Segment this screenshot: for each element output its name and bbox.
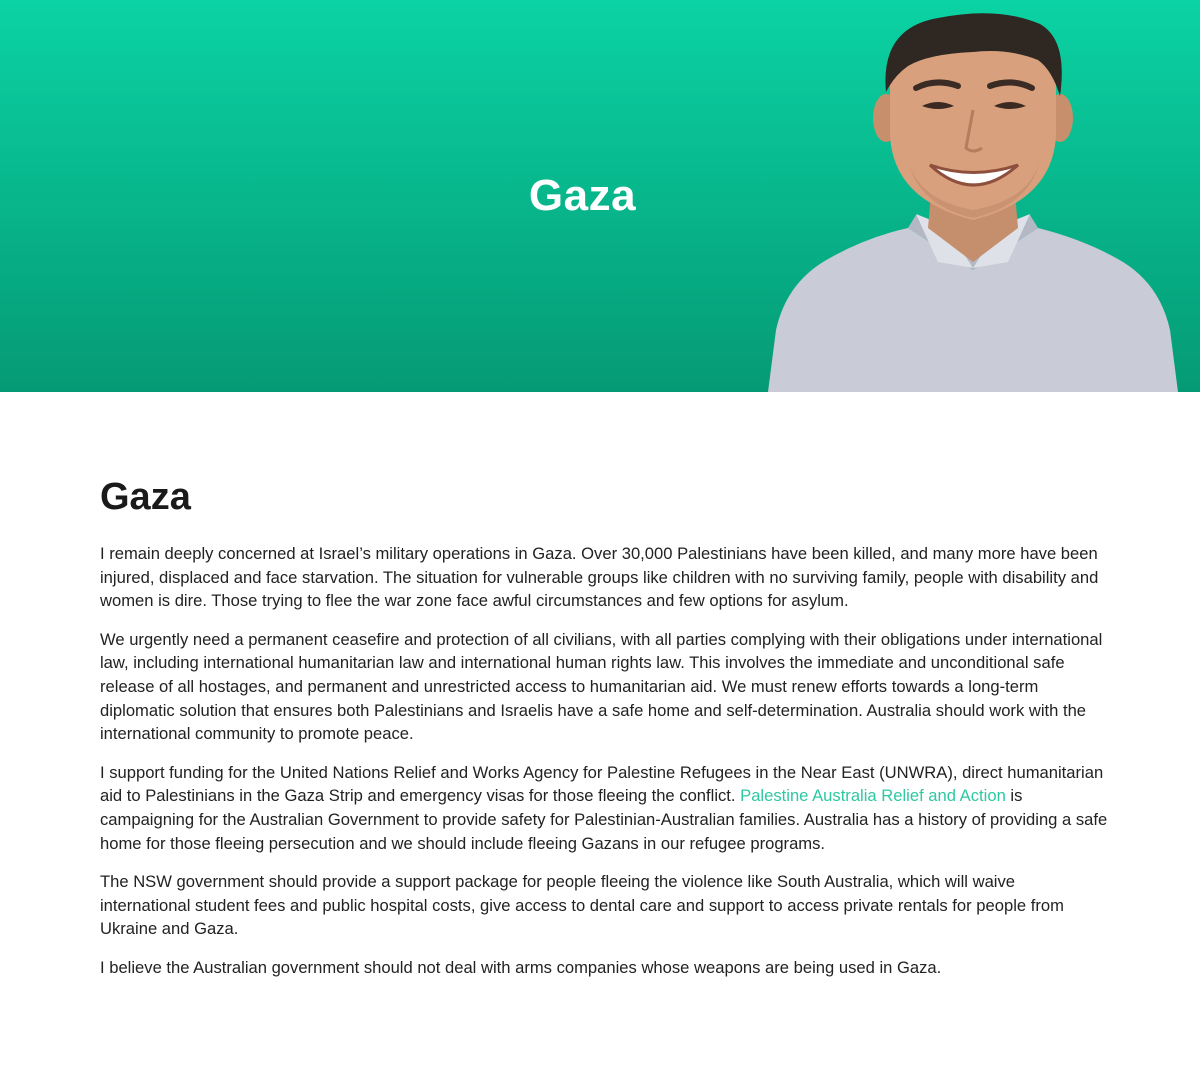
article-heading: Gaza (100, 476, 191, 518)
paragraph-funding (100, 761, 1110, 855)
paragraph-funding-text-continued: is campaigning for the Australian Government to provide safety for Palestinian-Australian families. Australia has a history of providing a safe home for those fleeing persecution and we should include fleeing Gazans in our refugee programs. (100, 786, 1108, 853)
hero-title: Gaza (528, 171, 637, 220)
hero-banner (0, 0, 1200, 392)
paragraph-arms-companies: I believe the Australian government should not deal with arms companies whose weapons are being used in Gaza. (100, 957, 942, 977)
paragraph-funding-text: I support funding for the United Nations Relief and Works Agency for Palestine Refugees in the Near East (UNWRA), direct humanitarian aid to Palestinians in the Gaza Strip and emergency visas for those fleeing the conflict. (100, 762, 1104, 806)
paragraph-nsw-support: The NSW government should provide a support package for people fleeing the violence like South Australia, which will waive international student fees and public hospital costs, give access to dental care and support to access private rentals for people from Ukraine and Gaza. (100, 872, 1064, 939)
paragraph-ceasefire: We urgently need a permanent ceasefire and protection of all civilians, with all parties complying with their obligations under international law, including international humanitarian law and international human rights law. This involves the immediate and unconditional safe release of all hostages, and permanent and unrestricted access to humanitarian aid. We must renew efforts towards a long-term diplomatic solution that ensures both Palestinians and Israelis have a safe home and self-determination. Australia should work with the international community to promote peace. (100, 629, 1103, 744)
palestine-australia-relief-link[interactable]: Palestine Australia Relief and Action (740, 786, 1006, 806)
portrait-photo (768, 0, 1178, 392)
article-content (100, 470, 1110, 995)
paragraph-concern: I remain deeply concerned at Israel’s military operations in Gaza. Over 30,000 Palestinians have been killed, and many more have been injured, displaced and face starvation. The situation for vulnerable groups like children with no surviving family, people with disability and women is dire. Those trying to flee the war zone face awful circumstances and few options for asylum. (100, 544, 1099, 611)
